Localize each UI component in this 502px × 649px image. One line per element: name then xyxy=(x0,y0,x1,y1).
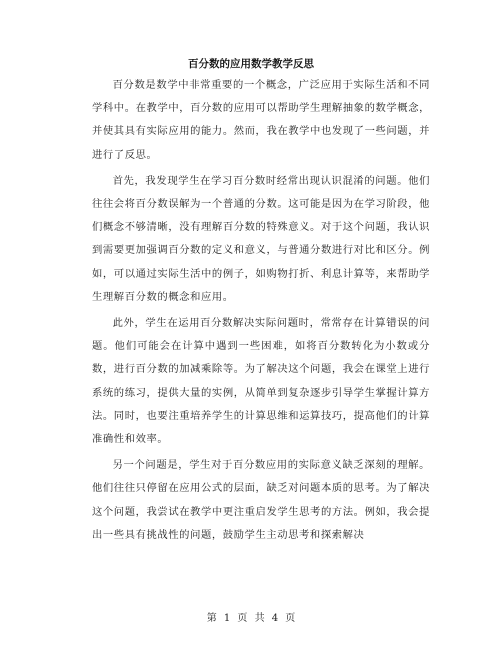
paragraph-3: 此外，学生在运用百分数解决实际问题时，常常存在计算错误的问题。他们可能会在计算中遇到一些困难，如将百分数转化为小数或分数，进行百分数的加减乘除等。为了解决这个问题，我会在课堂上进行系统的练习，提供大量的实例，从简单到复杂逐步引导学生掌握计算方法。同时，也要注重培养学生的计算思维和运算技巧，提高他们的计算准确性和效率。 xyxy=(92,317,430,446)
paragraph-2: 首先，我发现学生在学习百分数时经常出现认识混淆的问题。他们往往会将百分数误解为一个普通的分数。这可能是因为在学习阶段，他们概念不够清晰，没有理解百分数的特殊意义。对于这个问题，我认识到需要更加强调百分数的定义和意义，与普通分数进行对比和区分。例如，可以通过实际生活中的例子，如购物打折、利息计算等，来帮助学生理解百分数的概念和应用。 xyxy=(92,174,430,303)
paragraph-1: 百分数是数学中非常重要的一个概念，广泛应用于实际生活和不同学科中。在教学中，百分数的应用可以帮助学生理解抽象的数学概念，并使其具有实际应用的能力。然而，我在教学中也发现了一些问题，并进行了反思。 xyxy=(92,79,430,161)
paragraph-4: 另一个问题是，学生对于百分数应用的实际意义缺乏深刻的理解。他们往往只停留在应用公式的层面，缺乏对问题本质的思考。为了解决这个问题，我尝试在教学中更注重启发学生思考的方法。例如，我会提出一些具有挑战性的问题，鼓励学生主动思考和探索解决 xyxy=(92,459,430,541)
document-body xyxy=(92,74,430,550)
page-number-footer: 第 1 页 共 4 页 xyxy=(206,613,296,624)
document-title: 百分数的应用数学教学反思 xyxy=(188,58,314,70)
